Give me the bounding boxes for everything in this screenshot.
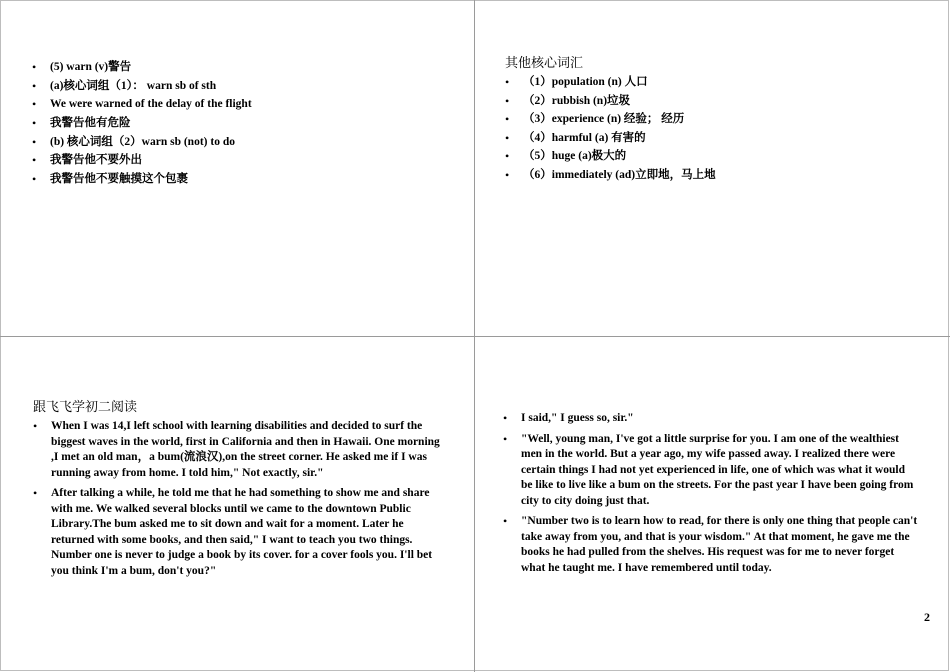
page-number: 2	[924, 610, 930, 624]
slide-top-left	[32, 60, 462, 191]
list-item: • （1）population (n) 人口	[505, 75, 935, 91]
warn-bullet-list	[32, 60, 462, 188]
list-item: • I said," I guess so, sir."	[503, 411, 919, 427]
list-item: • （5）huge (a)极大的	[505, 149, 935, 165]
vocab-heading: 其他核心词汇	[505, 56, 584, 71]
list-item: • 我警告他有危险	[32, 116, 462, 132]
list-item: • （6）immediately (ad)立即地，马上地	[505, 168, 935, 184]
list-item: • （2）rubbish (n)垃圾	[505, 94, 935, 110]
reading-bullet-list	[33, 419, 443, 579]
story-bullet-list	[503, 411, 919, 576]
reading-heading: 跟飞飞学初二阅读	[33, 400, 138, 415]
list-item: • "Well, young man, I've got a little surprise for you. I am one of the wealthiest men in the world. But a year ago, my wife passed away. I realized there were certain things I had not yet experienced in life, one of which was what it would be like to live like a bum on the streets. For the past year I have been going from city to city doing just that.	[503, 432, 919, 510]
slide-top-right	[505, 55, 935, 186]
list-item: • 我警告他不要触摸这个包裹	[32, 172, 462, 188]
list-item: • 我警告他不要外出	[32, 153, 462, 169]
list-item: • When I was 14,I left school with learning disabilities and decided to surf the biggest waves in the world, first in California and then in Hawaii. One morning ,I met an old man，a bum(流浪汉),on the street corner. He asked me if I was running away from home. I told him," Not exactly, sir."	[33, 419, 443, 481]
vocab-bullet-list	[505, 75, 935, 183]
list-item: • （3）experience (n) 经验； 经历	[505, 112, 935, 128]
list-item: • （4）harmful (a) 有害的	[505, 131, 935, 147]
slide-bottom-right	[503, 411, 919, 581]
list-item: • We were warned of the delay of the flight	[32, 97, 462, 113]
list-item: • (a)核心词组（1）： warn sb of sth	[32, 79, 462, 95]
slide-bottom-left	[33, 399, 443, 584]
list-item: • (5) warn (v)警告	[32, 60, 462, 76]
horizontal-divider	[0, 336, 950, 337]
list-item: • "Number two is to learn how to read, for there is only one thing that people can't take away from you, and that is your wisdom." At that moment, he gave me the books he had pulled from the shelves. His request was for me to never forget what he taught me. I have remembered until today.	[503, 514, 919, 576]
list-item: • (b) 核心词组（2）warn sb (not) to do	[32, 135, 462, 151]
list-item: • After talking a while, he told me that he had something to show me and share with me. We walked several blocks until we came to the downtown Public Library.The bum asked me to sit down and wait for a moment. Later he returned with some books, and then said," I want to teach you two things. Number one is never to judge a book by its cover. for a cover fools you. I'll bet you think I'm a bum, don't you?"	[33, 486, 443, 579]
